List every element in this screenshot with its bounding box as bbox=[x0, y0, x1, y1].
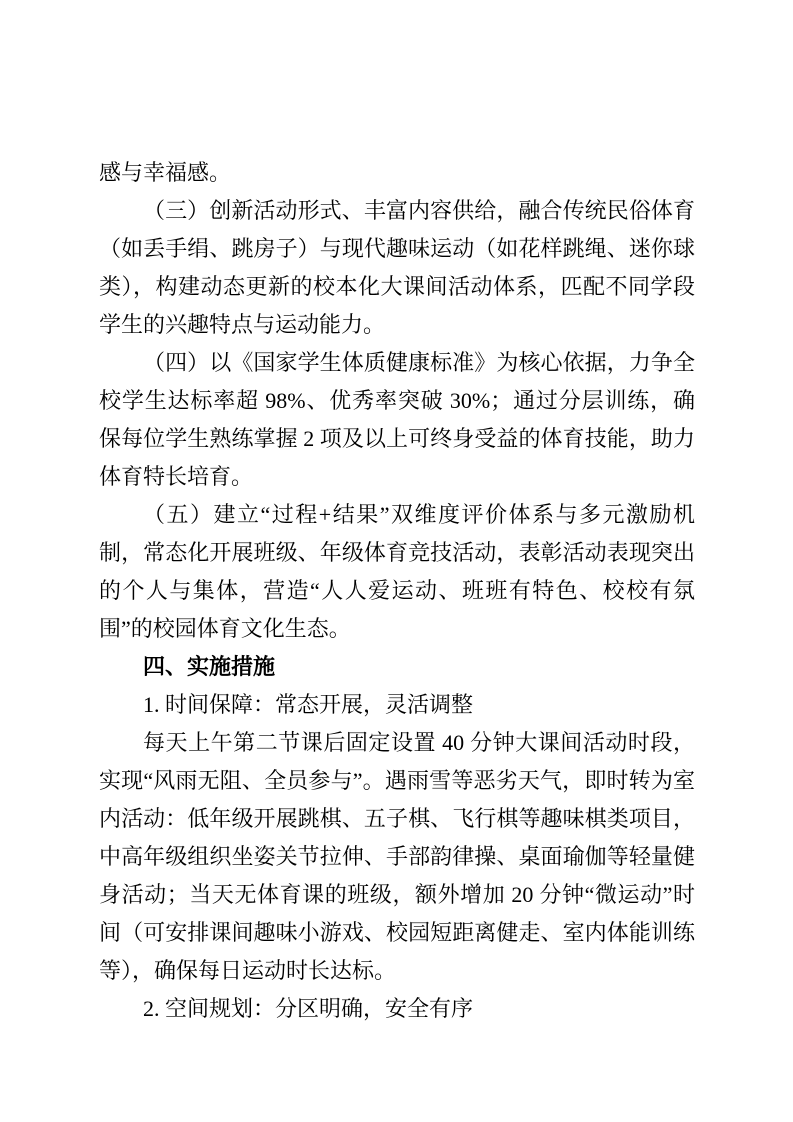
paragraph-item-four: （四）以《国家学生体质健康标准》为核心依据，力争全校学生达标率超 98%、优秀率突破 30%；通过分层训练，确保每位学生熟练掌握 2 项及以上可终身受益的体育技能，助力体育特长培育。 bbox=[99, 350, 695, 489]
paragraph-time-guarantee-detail: 每天上午第二节课后固定设置 40 分钟大课间活动时段，实现“风雨无阻、全员参与”。遇雨雪等恶劣天气，即时转为室内活动：低年级开展跳棋、五子棋、飞行棋等趣味棋类项目，中高年级组织坐姿关节拉伸、手部韵律操、桌面瑜伽等轻量健身活动；当天无体育课的班级，额外增加 20 分钟“微运动”时间（可安排课间趣味小游戏、校园短距离健走、室内体能训练等），确保每日运动时长达标。 bbox=[99, 730, 695, 983]
subsection-heading-space-planning: 2. 空间规划：分区明确，安全有序 bbox=[143, 996, 474, 1021]
document-body bbox=[99, 154, 695, 1028]
subsection-heading-time-guarantee: 1. 时间保障：常态开展，灵活调整 bbox=[143, 692, 474, 717]
paragraph-continuation: 感与幸福感。 bbox=[99, 160, 232, 185]
paragraph-item-five: （五）建立“过程+结果”双维度评价体系与多元激励机制，常态化开展班级、年级体育竞技活动，表彰活动表现突出的个人与集体，营造“人人爱运动、班班有特色、校校有氛围”的校园体育文化生态。 bbox=[99, 502, 695, 641]
section-heading-implementation: 四、实施措施 bbox=[143, 654, 276, 679]
paragraph-item-three: （三）创新活动形式、丰富内容供给，融合传统民俗体育（如丢手绢、跳房子）与现代趣味运动（如花样跳绳、迷你球类），构建动态更新的校本化大课间活动体系，匹配不同学段学生的兴趣特点与运动能力。 bbox=[99, 198, 695, 337]
